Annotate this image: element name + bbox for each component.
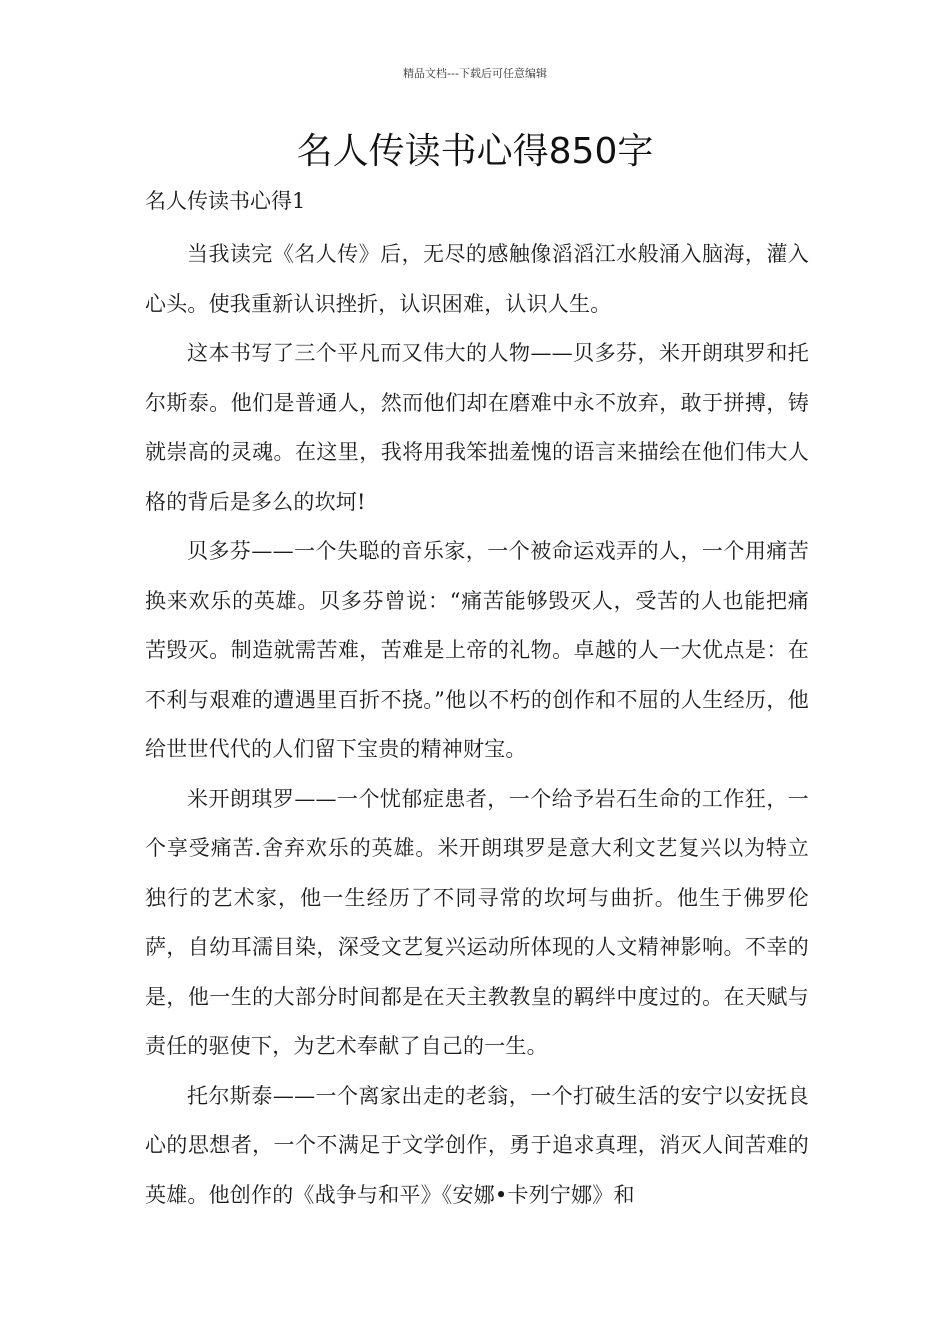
paragraph: 贝多芬——一个失聪的音乐家，一个被命运戏弄的人，一个用痛苦换来欢乐的英雄。贝多芬曾说：“痛苦能够毁灭人，受苦的人也能把痛苦毁灭。制造就需苦难，苦难是上帝的礼物。卓越的人一大优点是：在不利与艰难的遭遇里百折不挠。”他以不朽的创作和不屈的人生经历，他给世世代代的人们留下宝贵的精神财宝。 [145,539,809,761]
paragraph: 这本书写了三个平凡而又伟大的人物——贝多芬，米开朗琪罗和托尔斯泰。他们是普通人，然而他们却在磨难中永不放弃，敢于拼搏，铸就崇高的灵魂。在这里，我将用我笨拙羞愧的语言来描绘在他们伟大人格的背后是多么的坎坷! [145,341,809,514]
header-note: 精品文档---下载后可任意编辑 [403,67,547,80]
section-subtitle: 名人传读书心得1 [145,189,306,213]
paragraph: 托尔斯泰——一个离家出走的老翁，一个打破生活的安宁以安抚良心的思想者，一个不满足于文学创作，勇于追求真理，消灭人间苦难的英雄。他创作的《战争与和平》《安娜•卡列宁娜》和 [145,1083,809,1207]
paragraph: 当我读完《名人传》后，无尽的感触像滔滔江水般涌入脑海，灌入心头。使我重新认识挫折，认识困难，认识人生。 [145,242,809,316]
document-title: 名人传读书心得850字 [296,131,654,172]
paragraph: 米开朗琪罗——一个忧郁症患者，一个给予岩石生命的工作狂，一个享受痛苦.舍弃欢乐的英雄。米开朗琪罗是意大利文艺复兴以为特立独行的艺术家，他一生经历了不同寻常的坎坷与曲折。他生于佛罗伦萨，自幼耳濡目染，深受文艺复兴运动所体现的人文精神影响。不幸的是，他一生的大部分时间都是在天主教教皇的羁绊中度过的。在天赋与责任的驱使下，为艺术奉献了自己的一生。 [145,786,809,1058]
body-text [145,230,809,1220]
